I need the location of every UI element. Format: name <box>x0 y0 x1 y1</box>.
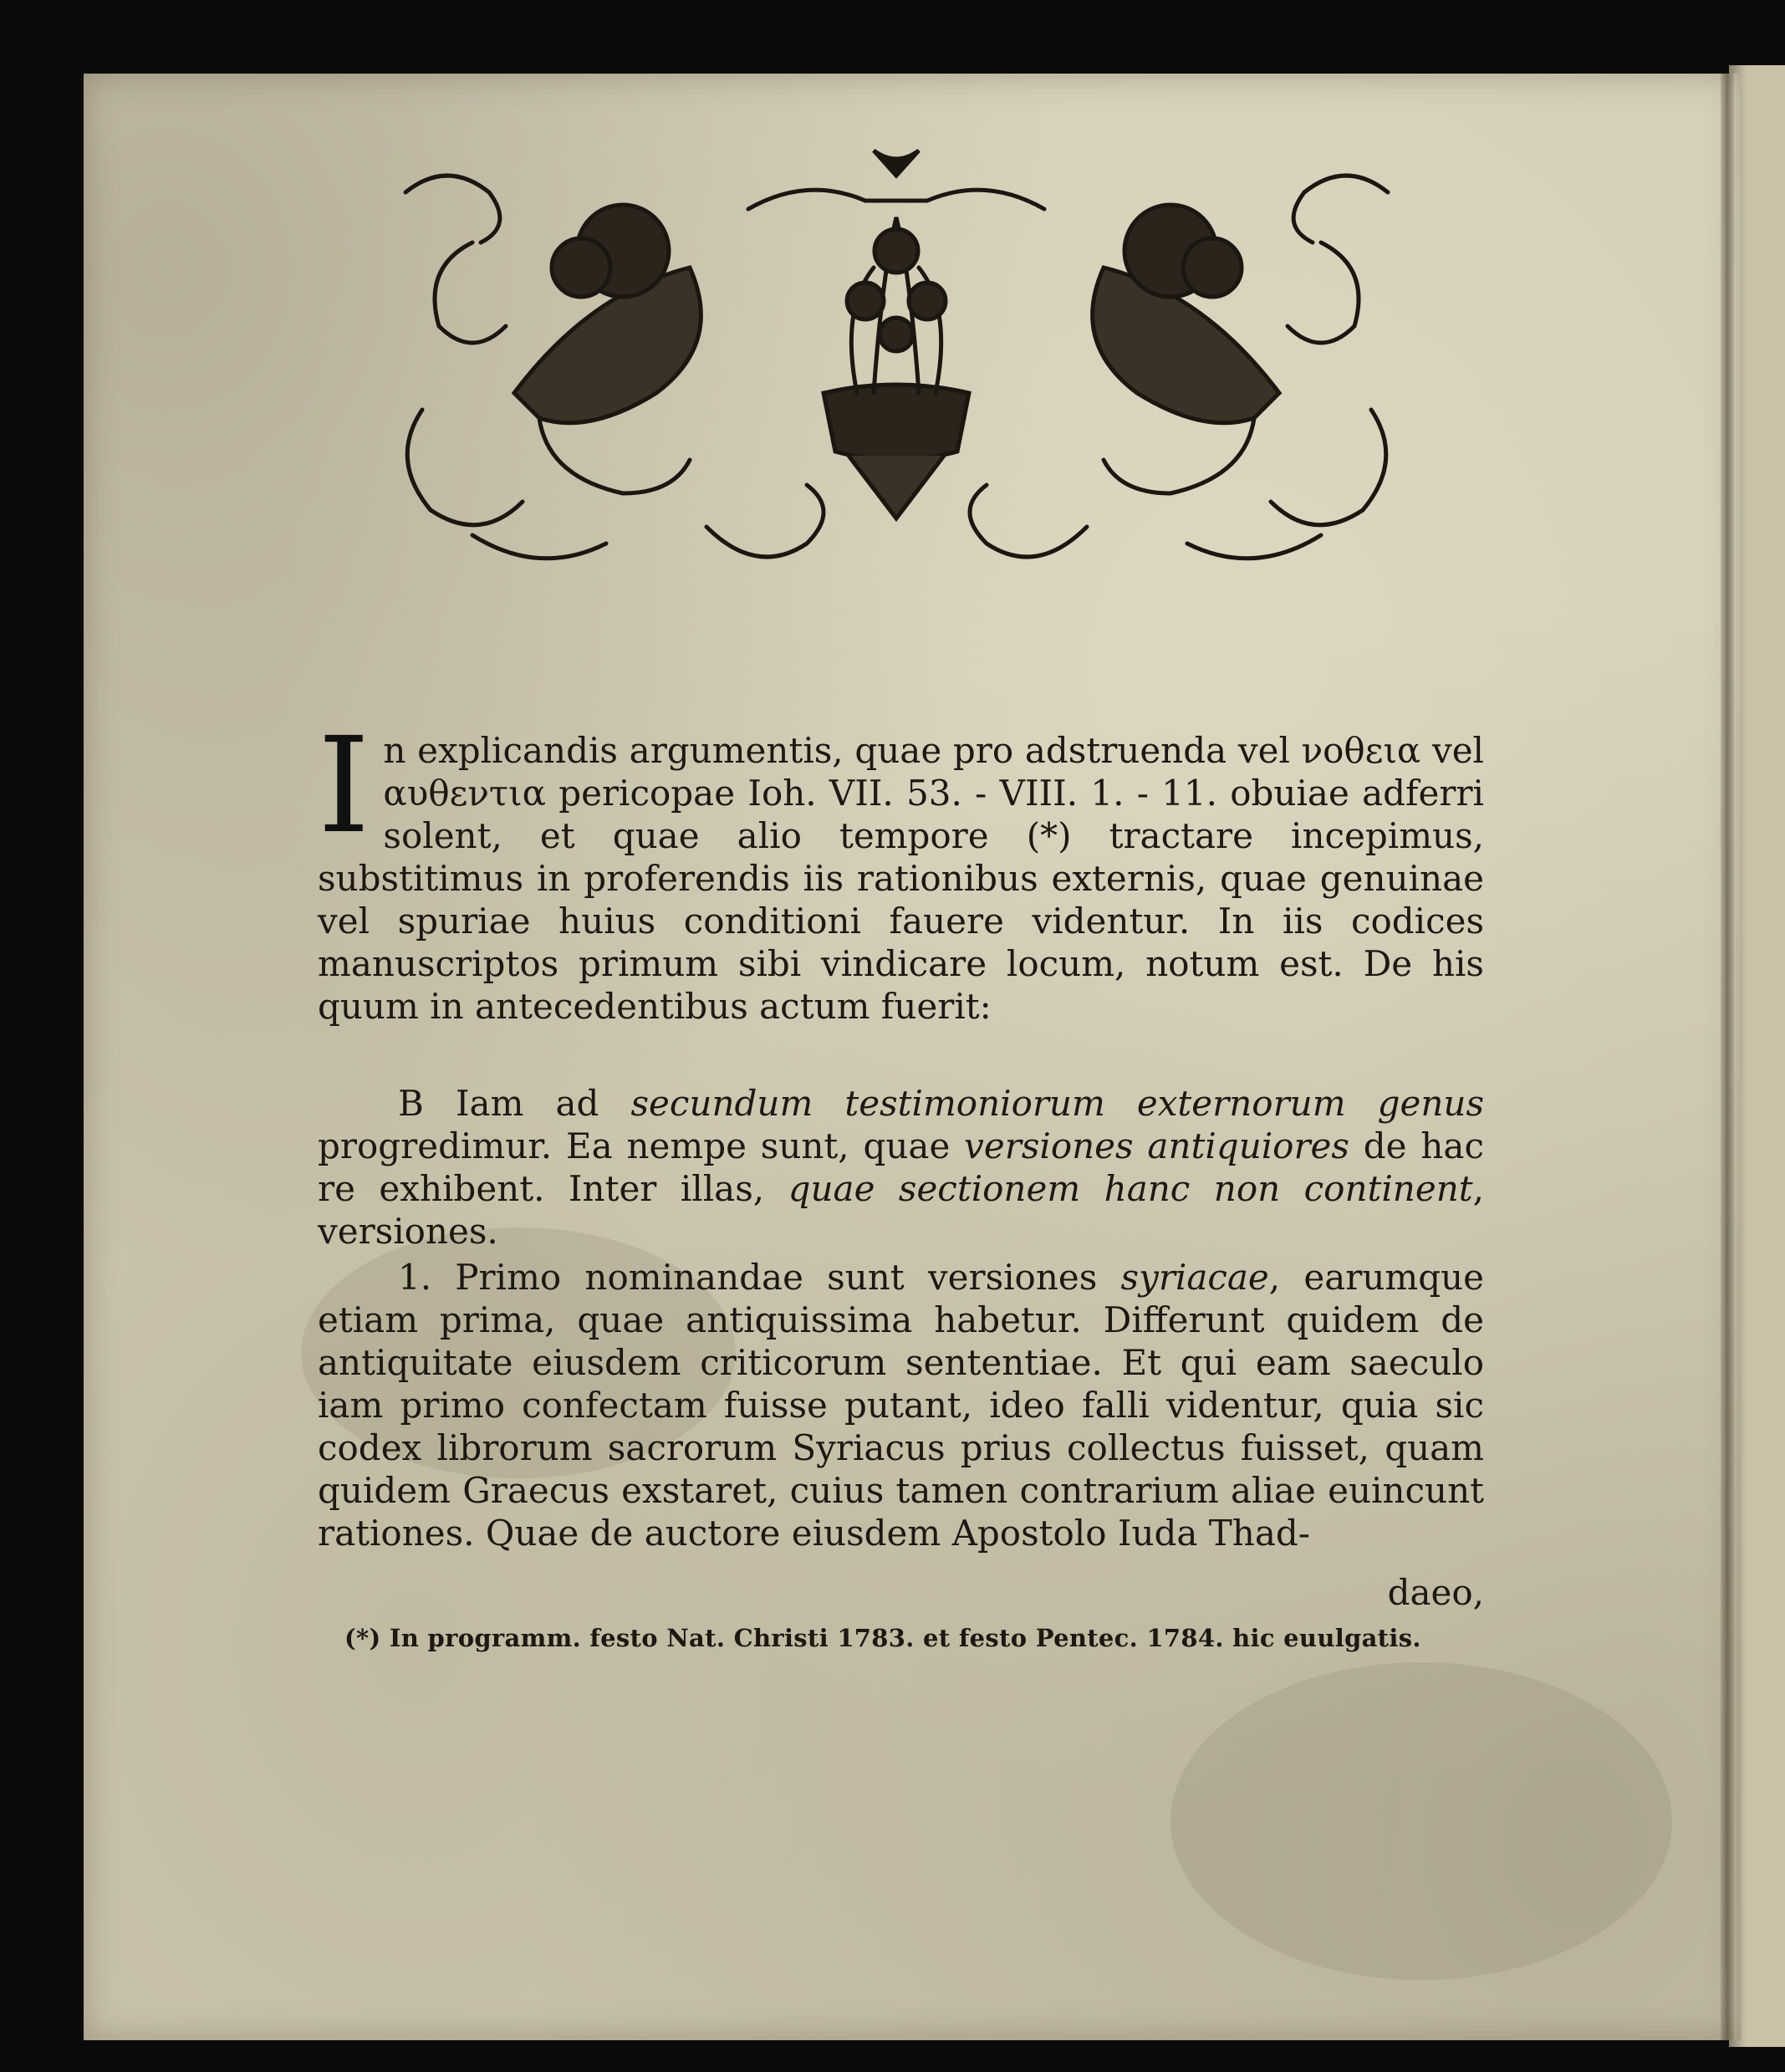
paragraph-syriac <box>318 1256 1484 1554</box>
drop-cap-initial: I <box>318 709 370 863</box>
paragraph-2-italic-2: versiones antiquiores <box>964 1125 1349 1166</box>
paragraph-2-end: , versiones. <box>318 1168 1485 1252</box>
paragraph-2-italic-3: quae sectionem hanc non continent <box>788 1168 1473 1209</box>
paragraph-opening <box>318 709 1484 1028</box>
paragraph-2-mid-2: de hac re exhibent. Inter illas, <box>318 1125 1484 1209</box>
headpiece-ornament-icon <box>372 142 1421 598</box>
paragraph-versions <box>318 1082 1484 1253</box>
catchword: daeo, <box>1387 1572 1484 1613</box>
paragraph-3-start: 1. Primo nominandae sunt versiones <box>398 1257 1121 1298</box>
footnote: (*) In programm. festo Nat. Christi 1783. et festo Pentec. 1784. hic euulgatis. <box>344 1624 1421 1652</box>
paragraph-3-rest: , earumque etiam prima, quae antiquissima habetur. Differunt quidem de antiquitate eiusdem criticorum sententiae. Et qui eam saeculo iam primo confectam fuisse putant, ideo falli videntur, quia sic codex librorum sacrorum Syriacus prius collectus fuisset, quam quidem Graecus exstaret, cuius tamen contrarium aliae euincunt rationes. Quae de auctore eiusdem Apostolo Iuda Thad- <box>318 1257 1484 1554</box>
paragraph-3-italic-1: syriacae <box>1120 1257 1269 1298</box>
paper-stain <box>1170 1662 1672 1980</box>
binding-fold <box>1721 74 1734 2040</box>
paragraph-2-italic-1: secundum testimoniorum externorum genus <box>630 1083 1484 1124</box>
paragraph-2-start: B Iam ad <box>398 1083 631 1124</box>
paragraph-1-text: n explicandis argumentis, quae pro adstruenda vel νοθεια vel αυθεντια pericopae Ioh. VII. 53. - VIII. 1. - 11. obuiae adferri solent, et quae alio tempore (*) tractare incepimus, substitimus in proferendis iis rationibus externis, quae genuinae vel spuriae huius conditioni fauere videntur. In iis codices manuscriptos primum sibi vindicare locum, notum est. De his quum in antecedentibus actum fuerit: <box>318 730 1484 1027</box>
paragraph-2-mid-1: progredimur. Ea nempe sunt, quae <box>318 1125 965 1166</box>
